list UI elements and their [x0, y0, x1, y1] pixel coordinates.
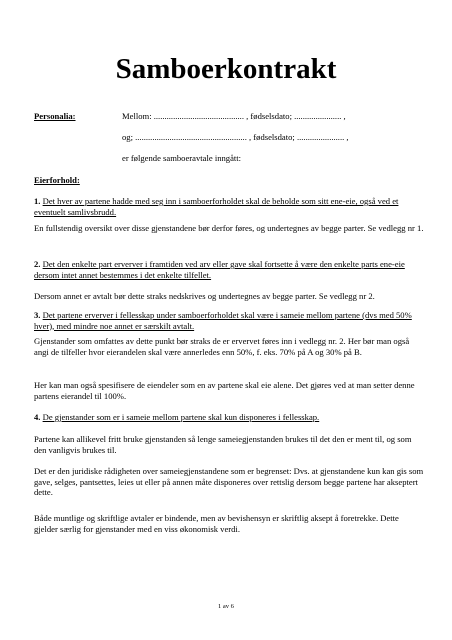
personalia-line-2: og; .................................................... , fødselsdato; ...................... , [122, 132, 349, 142]
clause-1-number: 1. [34, 196, 41, 206]
paragraph-other-agreement: Dersom annet er avtalt bør dette straks nedskrives og undertegnes av begge parter. Se vedlegg nr 2. [34, 291, 375, 301]
clause-1-text: Det hver av partene hadde med seg inn i samboerforholdet skal de beholde som sitt ene-eie, også ved et eventuelt samlivsbrudd. [34, 196, 399, 217]
eierforhold-label: Eierforhold: [34, 175, 80, 185]
clause-2-text: Det den enkelte part erverver i framtiden ved arv eller gave skal fortsette å være den enkelte parts ene-eie dersom intet annet bestemmes i det enkelte tilfellet. [34, 259, 405, 280]
personalia-line-3: er følgende samboeravtale inngått: [122, 153, 242, 163]
paragraph-overview: En fullstendig oversikt over disse gjenstandene bør derfor føres, og undertegnes av begge parter. Se vedlegg nr 1. [34, 223, 424, 233]
clause-3-number: 3. [34, 310, 41, 320]
paragraph-sole-ownership: Her kan man også spesifisere de eiendeler som en av partene skal eie alene. Det gjøres ved at man setter denne partens eierandel til 100%. [34, 380, 415, 401]
clause-4 [34, 412, 424, 423]
paragraph-free-use: Partene kan allikevel fritt bruke gjenstanden så lenge sameiegjenstanden brukes til det den er ment til, og som den vanligvis brukes til. [34, 434, 412, 455]
paragraph-agreements: Både muntlige og skriftlige avtaler er bindende, men av bevishensyn er skriftlig aksept å foretrekke. Dette gjelder særlig for gjenstander med en viss økonomisk verdi. [34, 513, 399, 534]
clause-3 [34, 310, 424, 331]
clause-2 [34, 259, 424, 280]
page-number: 1 av 6 [218, 603, 234, 610]
clause-3-text: Det partene erverver i fellesskap under samboerforholdet skal være i sameie mellom partene (dvs med 50% hver), med mindre noe annet er særskilt avtalt. [34, 310, 412, 331]
clause-4-text: De gjenstander som er i sameie mellom partene skal kun disponeres i fellesskap. [42, 412, 320, 422]
document-title: Samboerkontrakt [115, 53, 337, 85]
paragraph-legal-control: Det er den juridiske rådigheten over sameiegjenstandene som er begrenset: Dvs. at gjenstandene kun kan gis som gave, selges, pantsettes, leies ut eller på annen måte disponeres over rettslig dersom begge partene har akseptert dette. [34, 466, 424, 498]
clause-1 [34, 196, 424, 217]
paragraph-items-register: Gjenstander som omfattes av dette punkt bør straks de er ervervet føres inn i vedlegg nr. 2. Her bør man også angi de tilfeller hvor eierandelen skal være annerledes enn 50%, f. eks. 70% på A og 30% på B. [34, 336, 410, 357]
clause-4-number: 4. [34, 412, 41, 422]
clause-2-number: 2. [34, 259, 41, 269]
personalia-label: Personalia: [34, 111, 76, 121]
personalia-line-1: Mellom: .......................................... , fødselsdato; ...................... , [122, 111, 346, 121]
